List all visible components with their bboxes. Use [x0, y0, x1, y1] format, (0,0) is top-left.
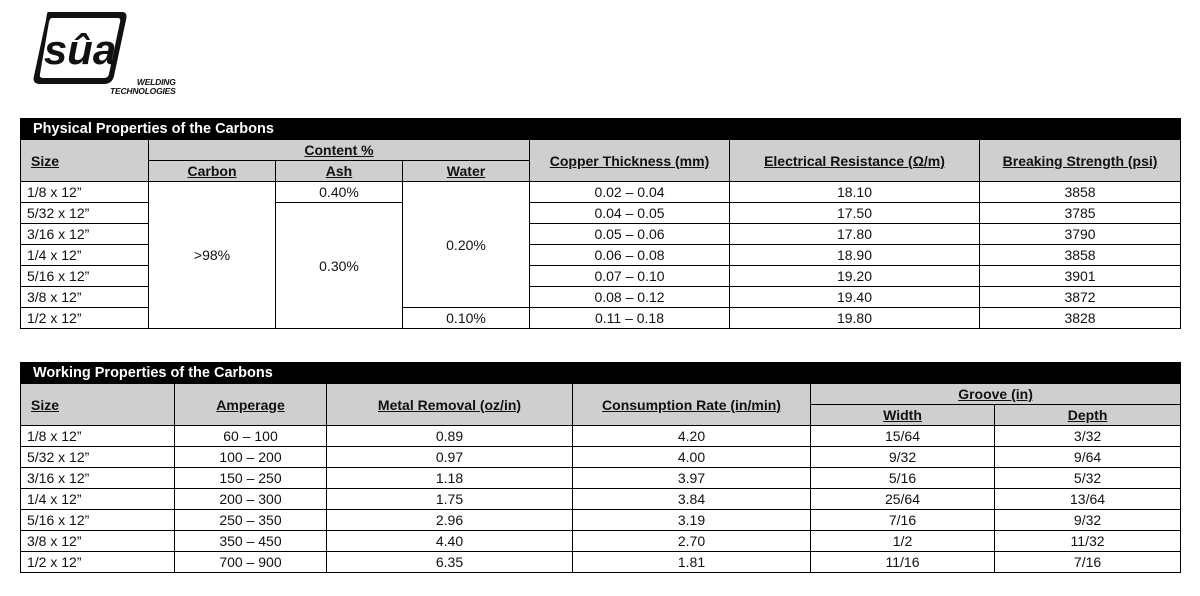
table-cell-strength: 3828: [980, 308, 1181, 329]
table-cell-depth: 9/32: [995, 510, 1181, 531]
table-cell-resistance: 18.90: [730, 245, 980, 266]
header-size: Size: [21, 384, 175, 426]
table-cell-size: 5/16 x 12”: [21, 266, 149, 287]
table-cell-strength: 3858: [980, 182, 1181, 203]
table-cell-resistance: 18.10: [730, 182, 980, 203]
table-cell-resistance: 19.20: [730, 266, 980, 287]
table-cell-depth: 11/32: [995, 531, 1181, 552]
logo-emblem-icon: [30, 8, 130, 88]
table-cell-carbon: >98%: [149, 182, 276, 329]
table-cell-amperage: 150 – 250: [175, 468, 327, 489]
table-cell-resistance: 19.80: [730, 308, 980, 329]
table-cell-size: 1/4 x 12”: [21, 489, 175, 510]
table-cell-resistance: 17.80: [730, 224, 980, 245]
table-cell-size: 3/16 x 12”: [21, 468, 175, 489]
working-table-title: Working Properties of the Carbons: [21, 363, 1181, 384]
table-cell-consumption: 2.70: [573, 531, 811, 552]
header-width: Width: [811, 405, 995, 426]
table-cell-width: 11/16: [811, 552, 995, 573]
header-electrical-resistance: Electrical Resistance (Ω/m): [730, 140, 980, 182]
header-carbon: Carbon: [149, 161, 276, 182]
table-cell-width: 25/64: [811, 489, 995, 510]
table-cell-width: 9/32: [811, 447, 995, 468]
table-cell-copper: 0.02 – 0.04: [530, 182, 730, 203]
table-cell-depth: 9/64: [995, 447, 1181, 468]
table-cell-size: 3/16 x 12”: [21, 224, 149, 245]
brand-tagline: [110, 78, 176, 96]
table-cell-strength: 3901: [980, 266, 1181, 287]
table-cell-amperage: 60 – 100: [175, 426, 327, 447]
table-cell-ash: 0.30%: [276, 203, 403, 329]
header-metal-removal: Metal Removal (oz/in): [327, 384, 573, 426]
table-cell-metal-removal: 1.75: [327, 489, 573, 510]
table-cell-resistance: 17.50: [730, 203, 980, 224]
table-cell-resistance: 19.40: [730, 287, 980, 308]
table-cell-copper: 0.04 – 0.05: [530, 203, 730, 224]
table-cell-width: 7/16: [811, 510, 995, 531]
header-size: Size: [21, 140, 149, 182]
tagline-line-2: TECHNOLOGIES: [110, 86, 176, 96]
table-cell-strength: 3858: [980, 245, 1181, 266]
table-cell-size: 5/16 x 12”: [21, 510, 175, 531]
table-cell-consumption: 4.20: [573, 426, 811, 447]
table-cell-water: 0.10%: [403, 308, 530, 329]
table-cell-depth: 7/16: [995, 552, 1181, 573]
table-cell-size: 1/2 x 12”: [21, 308, 149, 329]
table-cell-copper: 0.11 – 0.18: [530, 308, 730, 329]
header-groove: Groove (in): [811, 384, 1181, 405]
table-cell-strength: 3785: [980, 203, 1181, 224]
table-cell-metal-removal: 0.97: [327, 447, 573, 468]
table-cell-copper: 0.08 – 0.12: [530, 287, 730, 308]
table-cell-width: 5/16: [811, 468, 995, 489]
header-breaking-strength: Breaking Strength (psi): [980, 140, 1181, 182]
table-cell-width: 1/2: [811, 531, 995, 552]
table-cell-size: 5/32 x 12”: [21, 447, 175, 468]
header-consumption-rate: Consumption Rate (in/min): [573, 384, 811, 426]
table-cell-depth: 3/32: [995, 426, 1181, 447]
table-cell-amperage: 100 – 200: [175, 447, 327, 468]
table-cell-size: 1/8 x 12”: [21, 426, 175, 447]
table-cell-strength: 3872: [980, 287, 1181, 308]
table-cell-copper: 0.07 – 0.10: [530, 266, 730, 287]
table-cell-copper: 0.05 – 0.06: [530, 224, 730, 245]
table-cell-metal-removal: 6.35: [327, 552, 573, 573]
working-properties-table: [20, 362, 1181, 573]
table-cell-consumption: 3.19: [573, 510, 811, 531]
table-cell-width: 15/64: [811, 426, 995, 447]
table-cell-water: 0.20%: [403, 182, 530, 308]
table-cell-consumption: 3.84: [573, 489, 811, 510]
header-copper-thickness: Copper Thickness (mm): [530, 140, 730, 182]
table-cell-size: 5/32 x 12”: [21, 203, 149, 224]
table-cell-amperage: 200 – 300: [175, 489, 327, 510]
header-amperage: Amperage: [175, 384, 327, 426]
table-cell-amperage: 250 – 350: [175, 510, 327, 531]
header-water: Water: [403, 161, 530, 182]
table-cell-consumption: 4.00: [573, 447, 811, 468]
table-cell-metal-removal: 2.96: [327, 510, 573, 531]
table-cell-amperage: 350 – 450: [175, 531, 327, 552]
table-cell-size: 1/4 x 12”: [21, 245, 149, 266]
table-cell-depth: 5/32: [995, 468, 1181, 489]
table-cell-ash: 0.40%: [276, 182, 403, 203]
table-cell-size: 3/8 x 12”: [21, 531, 175, 552]
table-cell-size: 1/8 x 12”: [21, 182, 149, 203]
table-cell-size: 1/2 x 12”: [21, 552, 175, 573]
table-cell-metal-removal: 1.18: [327, 468, 573, 489]
logo-wordmark: sûa: [43, 26, 117, 73]
table-cell-depth: 13/64: [995, 489, 1181, 510]
table-cell-metal-removal: 4.40: [327, 531, 573, 552]
table-cell-consumption: 3.97: [573, 468, 811, 489]
table-cell-strength: 3790: [980, 224, 1181, 245]
physical-properties-table: [20, 118, 1181, 329]
header-ash: Ash: [276, 161, 403, 182]
header-content: Content %: [149, 140, 530, 161]
table-cell-amperage: 700 – 900: [175, 552, 327, 573]
physical-table-title: Physical Properties of the Carbons: [21, 119, 1181, 140]
table-cell-size: 3/8 x 12”: [21, 287, 149, 308]
table-cell-copper: 0.06 – 0.08: [530, 245, 730, 266]
header-depth: Depth: [995, 405, 1181, 426]
table-cell-metal-removal: 0.89: [327, 426, 573, 447]
table-cell-consumption: 1.81: [573, 552, 811, 573]
tagline-line-1: WELDING: [136, 77, 176, 87]
